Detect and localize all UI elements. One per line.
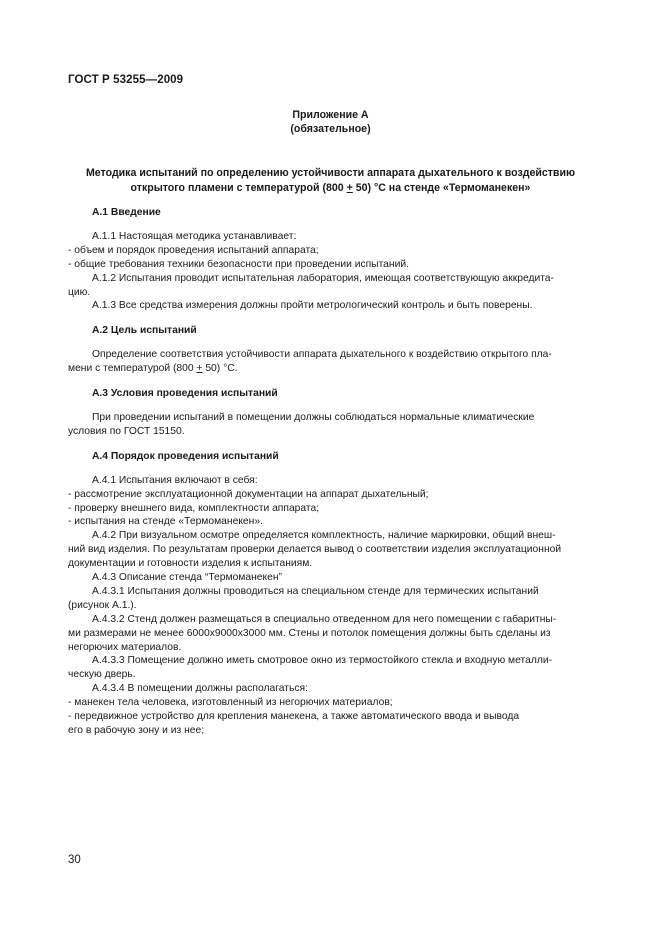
paragraph: А.4.1 Испытания включают в себя: <box>92 474 258 486</box>
paragraph: А.4.3.2 Стенд должен размещаться в специально отведенном для него помещении с габаритны- <box>92 613 557 625</box>
paragraph-continuation: его в рабочую зону и из нее; <box>68 725 205 736</box>
section-heading-a3: А.3 Условия проведения испытаний <box>92 388 278 400</box>
paragraph-continuation: негорючих материалов. <box>68 641 182 653</box>
paragraph-continuation <box>68 362 593 376</box>
paragraph: А.1.1 Настоящая методика устанавливает: <box>92 230 297 242</box>
plus-minus-sign: + <box>196 363 203 375</box>
text: мени с температурой (800 <box>68 363 197 375</box>
title-line-1: Методика испытаний по определению устойчивости аппарата дыхательного к воздействию <box>85 167 576 179</box>
list-item: - передвижное устройство для крепления манекена, а также автоматического ввода и вывода <box>68 711 520 723</box>
paragraph-continuation: (рисунок А.1.). <box>68 599 137 611</box>
section-heading-a2: А.2 Цель испытаний <box>92 325 197 337</box>
list-item: - испытания на стенде «Термоманекен». <box>68 516 263 528</box>
paragraph: А.4.3.1 Испытания должны проводиться на специальном стенде для термических испытаний <box>92 585 539 597</box>
paragraph: При проведении испытаний в помещении должны соблюдаться нормальные климатические <box>92 411 535 423</box>
document-title <box>68 166 593 195</box>
paragraph: А.4.3.3 Помещение должно иметь смотровое окно из термостойкого стекла и входную металли- <box>92 655 553 667</box>
list-item: - объем и порядок проведения испытаний аппарата; <box>68 244 319 256</box>
list-item: - рассмотрение эксплуатационной документации на аппарат дыхательный; <box>68 488 429 500</box>
plus-minus-sign: + <box>346 181 353 194</box>
paragraph: А.1.3 Все средства измерения должны пройти метрологический контроль и быть поверены. <box>92 300 533 312</box>
appendix-heading <box>0 108 661 136</box>
paragraph-continuation: ний вид изделия. По результатам проверки делается вывод о соответствии изделия эксплуатационной <box>68 544 562 556</box>
paragraph-continuation: цию. <box>68 286 91 298</box>
paragraph-continuation: ми размерами не менее 6000х9000х3000 мм. Стены и потолок помещения должны быть сделаны из <box>68 627 551 639</box>
paragraph: А.4.3 Описание стенда “Термоманекен” <box>92 572 282 584</box>
list-item: - манекен тела человека, изготовленный из негорючих материалов; <box>68 697 393 709</box>
paragraph-continuation: документации и готовности изделия к испытаниям. <box>68 558 313 570</box>
paragraph: Определение соответствия устойчивости аппарата дыхательного к воздействию открытого пла- <box>92 349 552 361</box>
list-item: - общие требования техники безопасности при проведении испытаний. <box>68 258 409 270</box>
paragraph: А.1.2 Испытания проводит испытательная лаборатория, имеющая соответствующую аккредита- <box>92 272 554 284</box>
section-heading-a1: А.1 Введение <box>92 207 161 218</box>
page-number: 30 <box>68 854 81 866</box>
title-line-2 <box>68 181 593 196</box>
paragraph-continuation: условия по ГОСТ 15150. <box>68 425 185 437</box>
text: 50) °С. <box>202 363 238 375</box>
paragraph: А.4.2 При визуальном осмотре определяется комплектность, наличие маркировки, общий внеш- <box>92 530 556 542</box>
appendix-title: Приложение А <box>292 109 369 121</box>
standard-code: ГОСТ Р 53255—2009 <box>68 74 184 86</box>
section-heading-a4: А.4 Порядок проведения испытаний <box>92 450 279 462</box>
appendix-status: (обязательное) <box>290 123 371 135</box>
title-text: открытого пламени с температурой (800 <box>130 181 347 194</box>
document-body <box>68 206 593 738</box>
paragraph-continuation: ческую дверь. <box>68 669 136 681</box>
paragraph: А.4.3.4 В помещении должны располагаться: <box>92 683 308 695</box>
list-item: - проверку внешнего вида, комплектности аппарата; <box>68 502 320 514</box>
title-text: 50) °С на стенде «Термоманекен» <box>352 181 531 194</box>
